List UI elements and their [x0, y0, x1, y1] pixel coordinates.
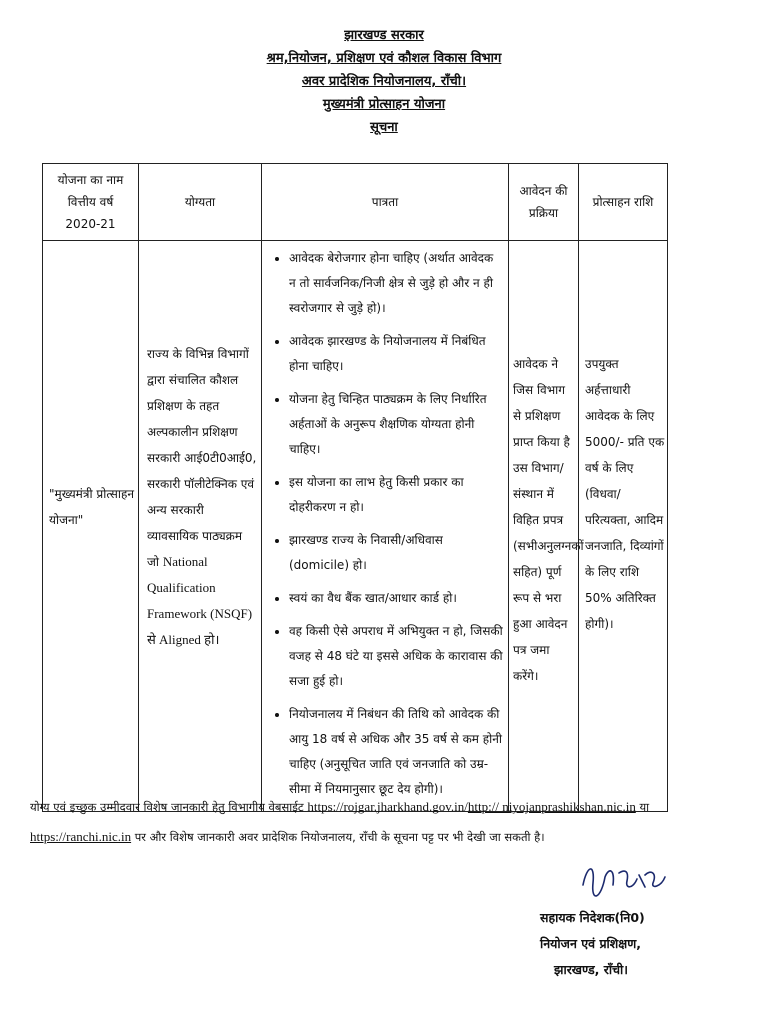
scheme-title: मुख्यमंत्री प्रोत्साहन योजना — [322, 97, 446, 112]
signatory-location: झारखण्ड, राँची। — [554, 962, 629, 977]
scheme-table — [42, 163, 668, 812]
table-row — [43, 241, 668, 812]
signatory-designation: सहायक निदेशक(नि0) — [540, 910, 645, 925]
header-fy-value: 2020-21 — [65, 217, 116, 231]
cell-application-process: आवेदक ने जिस विभाग से प्रशिक्षण प्राप्त किया है उस विभाग/संस्थान में विहित प्रपत्र (सभीअनुलग्नकों सहित) पूर्ण रूप से भरा हुआ आवेदन पत्र जमा करेंगे। — [509, 241, 579, 812]
footnote-text-2: या — [639, 800, 650, 814]
list-item: • आवेदक झारखण्ड के नियोजनालय में निबंधित होना चाहिए। — [289, 329, 503, 379]
link-rojgar[interactable]: https://rojgar.jharkhand.gov.in/ — [307, 799, 468, 814]
header-scheme-year — [43, 164, 139, 241]
footnote-text-3: पर और विशेष जानकारी अवर प्रादेशिक नियोजनालय, राँची के सूचना पट्ट पर भी देखी जा सकती है। — [134, 830, 545, 844]
notice-title: सूचना — [370, 120, 398, 135]
footnote-text-1: योग्य एवं इच्छुक उम्मीदवार विशेष जानकारी हेतु विभागीय वेबसाईट — [30, 800, 304, 814]
header-eligibility: पात्रता — [262, 164, 509, 241]
signatory-department: नियोजन एवं प्रशिक्षण, — [540, 936, 642, 951]
criteria-list — [263, 246, 507, 802]
header-scheme-name-label: योजना का नाम — [57, 173, 124, 187]
government-title: झारखण्ड सरकार — [344, 28, 424, 43]
list-item: • झारखण्ड राज्य के निवासी/अधिवास (domicile) हो। — [289, 528, 503, 578]
list-item: • योजना हेतु चिन्हित पाठ्यक्रम के लिए निर्धारित अर्हताओं के अनुरूप शैक्षणिक योग्यता होनी चाहिए। — [289, 387, 503, 462]
cell-incentive-amount: उपयुक्त अर्हत्ताधारी आवेदक के लिए 5000/- प्रति एक वर्ष के लिए (विधवा/परित्यक्ता, आदिम जनजाति, दिव्यांगों के लिए राशि 50% अतिरिक्त होगी)। — [579, 241, 668, 812]
cell-qualification — [139, 241, 262, 812]
list-item: • इस योजना का लाभ हेतु किसी प्रकार का दोहरीकरण न हो। — [289, 470, 503, 520]
table-header-row — [43, 164, 668, 241]
header-process-line2: प्रक्रिया — [528, 206, 559, 220]
cell-eligibility-criteria — [262, 241, 509, 812]
link-ranchi[interactable]: https://ranchi.nic.in — [30, 829, 132, 844]
link-niyojanprashikshan[interactable]: http:// niyojanprashikshan.nic.in — [467, 799, 636, 814]
handwritten-signature — [575, 855, 675, 905]
header-process-line1: आवेदन की — [519, 184, 568, 198]
list-item: • स्वयं का वैध बैंक खात/आधार कार्ड हो। — [289, 586, 503, 611]
signature-block — [540, 905, 740, 983]
header-fy-label: वित्तीय वर्ष — [67, 195, 114, 209]
document-header — [0, 24, 768, 139]
header-qualification: योग्यता — [139, 164, 262, 241]
office-title: अवर प्रादेशिक नियोजनालय, राँची। — [301, 74, 467, 89]
header-process — [509, 164, 579, 241]
department-title: श्रम,नियोजन, प्रशिक्षण एवं कौशल विकास विभाग — [266, 51, 502, 66]
header-amount: प्रोत्साहन राशि — [579, 164, 668, 241]
list-item: • वह किसी ऐसे अपराध में अभियुक्त न हो, जिसकी वजह से 48 घंटे या इससे अधिक के कारावास की सजा हुई हो। — [289, 619, 503, 694]
qualification-text-en: National Qualification Framework (NSQF) से Aligned हो। — [147, 554, 253, 647]
cell-scheme-name: "मुख्यमंत्री प्रोत्साहन योजना" — [43, 241, 139, 812]
list-item: • आवेदक बेरोजगार होना चाहिए (अर्थात आवेदक न तो सार्वजनिक/निजी क्षेत्र से जुड़े हो और न ही स्वरोजगार से जुड़े हो)। — [289, 246, 503, 321]
qualification-text-hi: राज्य के विभिन्न विभागों द्वारा संचालित कौशल प्रशिक्षण के तहत अल्पकालीन प्रशिक्षण सरकारी आई0टी0आई0, सरकारी पॉलीटेक्निक एवं अन्य सरकारी व्यावसायिक पाठ्यक्रम जो — [147, 347, 257, 569]
footnote — [30, 792, 746, 852]
list-item: • नियोजनालय में निबंधन की तिथि को आवेदक की आयु 18 वर्ष से अधिक और 35 वर्ष से कम होनी चाहिए (अनुसूचित जाति एवं जनजाति को उम्र-सीमा में नियमानुसार छूट देय होगी)। — [289, 702, 503, 802]
